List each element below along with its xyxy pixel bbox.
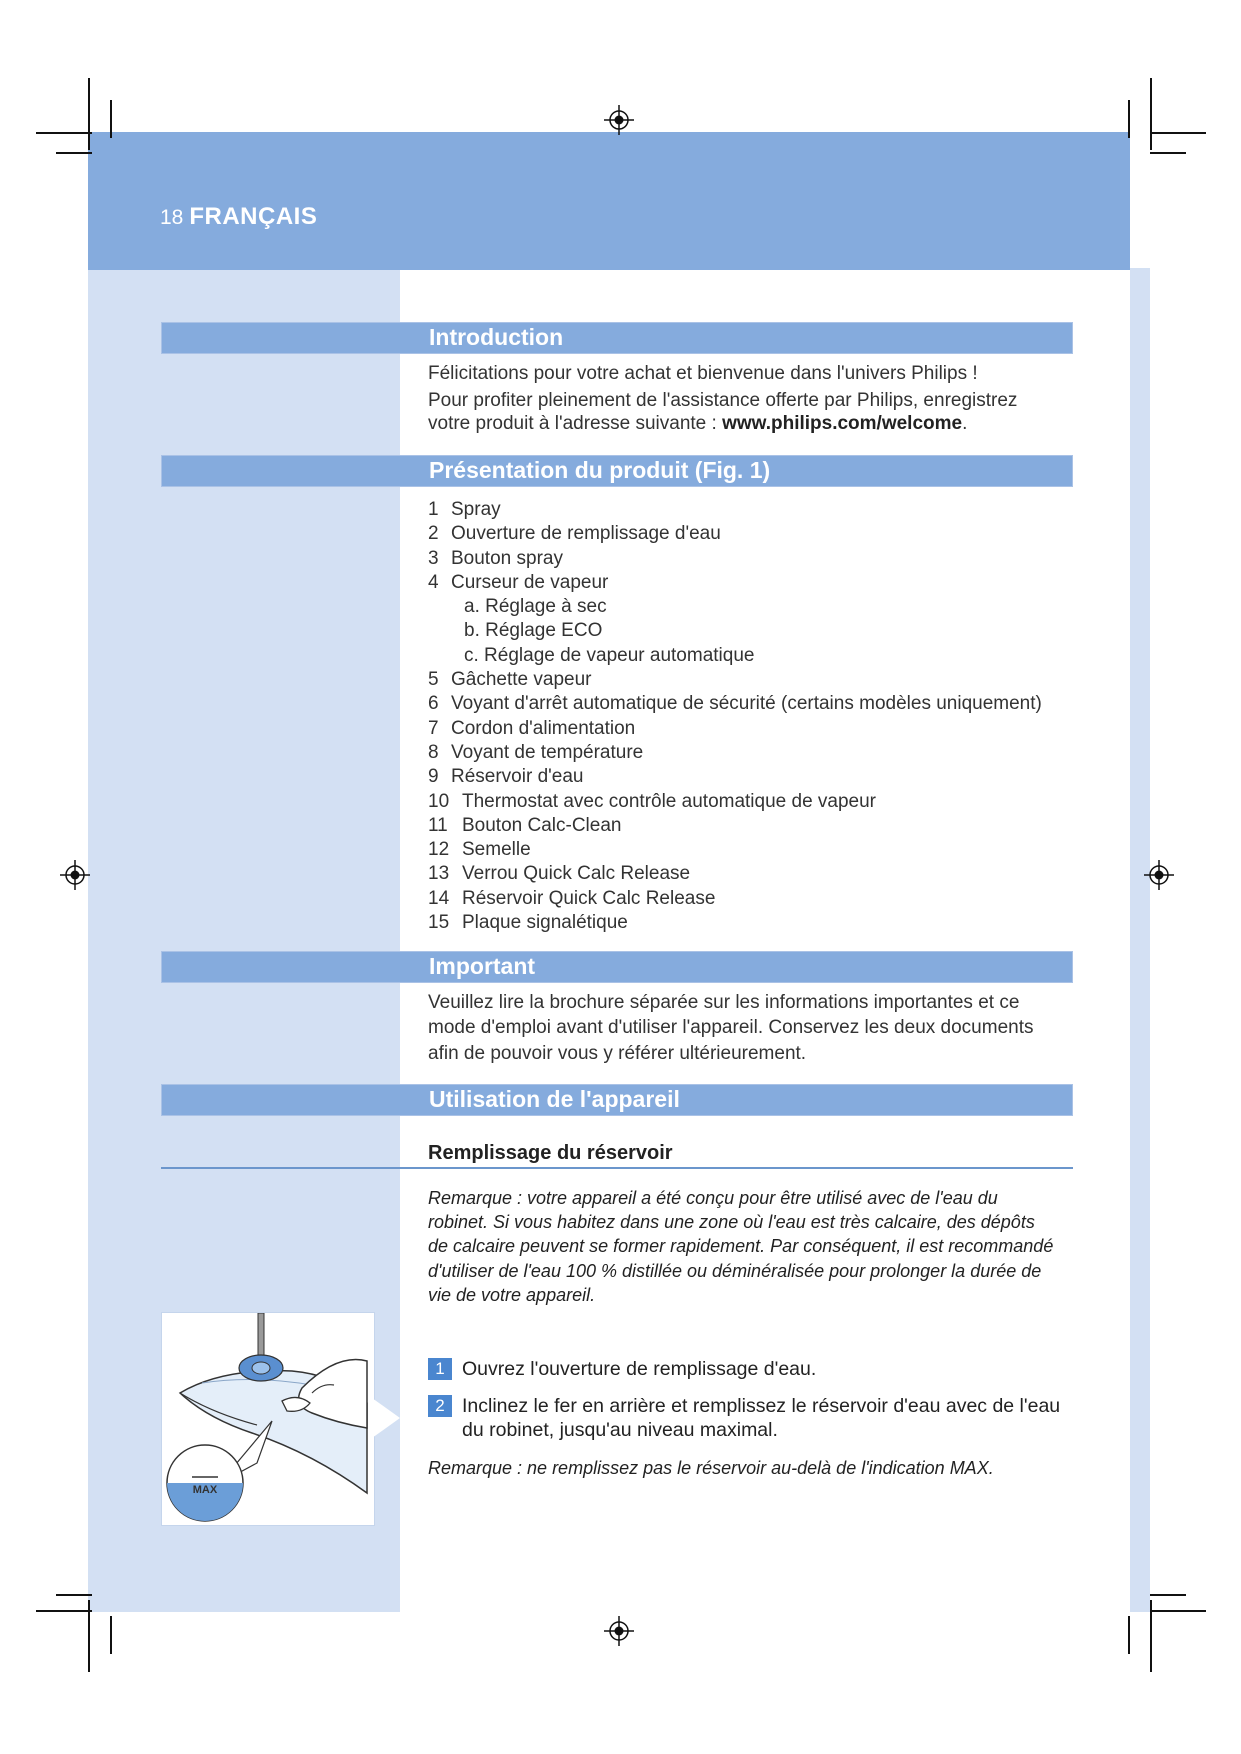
- list-item: [428, 790, 1042, 814]
- crop-mark: [110, 100, 112, 138]
- list-item: [428, 862, 1042, 886]
- section-bar-introduction: [161, 322, 1073, 354]
- section-title: Utilisation de l'appareil: [429, 1086, 680, 1112]
- crop-mark: [1150, 1610, 1206, 1612]
- section-title: Important: [429, 953, 536, 979]
- header-band: [88, 132, 1130, 270]
- language-label: FRANÇAIS: [189, 203, 318, 230]
- list-item-label: Gâchette vapeur: [451, 669, 592, 691]
- welcome-url-link[interactable]: www.philips.com/welcome: [722, 413, 963, 434]
- list-item-label: Plaque signalétique: [462, 912, 628, 934]
- product-parts-list: [428, 498, 1042, 935]
- crop-mark: [36, 1610, 92, 1612]
- list-item-label: Curseur de vapeur: [451, 571, 609, 593]
- subsection-title: Remplissage du réservoir: [428, 1142, 673, 1164]
- crop-mark: [1150, 1594, 1186, 1596]
- note-line: vie de votre appareil.: [428, 1285, 596, 1305]
- list-item-label: Semelle: [462, 839, 531, 861]
- crop-mark: [110, 1616, 112, 1654]
- important-line: afin de pouvoir vous y référer ultérieurement.: [428, 1043, 807, 1064]
- list-item-number: 4: [428, 571, 439, 593]
- list-item: [428, 619, 1042, 643]
- list-item: [428, 717, 1042, 741]
- note-line: robinet. Si vous habitez dans une zone où l'eau est très calcaire, des dépôts: [428, 1212, 1035, 1232]
- page-number: 18: [160, 206, 184, 229]
- crop-mark: [1150, 152, 1186, 154]
- crop-mark: [1150, 78, 1152, 150]
- list-item: [428, 522, 1042, 546]
- figure-max-label: MAX: [192, 1484, 218, 1496]
- list-item-number: 13: [428, 863, 450, 885]
- crop-mark: [1128, 1616, 1130, 1654]
- list-item: [428, 498, 1042, 522]
- list-item: [428, 547, 1042, 571]
- list-item-label: Réservoir d'eau: [451, 766, 584, 788]
- list-item: [428, 911, 1042, 935]
- section-bar-usage: [161, 1084, 1073, 1116]
- crop-mark: [1150, 132, 1206, 134]
- list-item-number: 10: [428, 790, 450, 812]
- note-line: de calcaire peuvent se former rapidement. Par conséquent, il est recommandé: [428, 1236, 1054, 1256]
- list-item-label: c. Réglage de vapeur automatique: [464, 644, 755, 666]
- registration-mark-icon: [604, 105, 634, 135]
- registration-mark-icon: [604, 1616, 634, 1646]
- list-item-number: 1: [428, 499, 439, 520]
- note-max: Remarque : ne remplissez pas le réservoir au-delà de l'indication MAX.: [428, 1458, 994, 1478]
- list-item: [428, 644, 1042, 668]
- list-item-number: 5: [428, 669, 439, 691]
- list-item: [428, 814, 1042, 838]
- list-item-label: Bouton spray: [451, 547, 563, 569]
- note-line: Remarque : votre appareil a été conçu pour être utilisé avec de l'eau du: [428, 1188, 998, 1208]
- list-item-number: 7: [428, 717, 439, 739]
- crop-mark: [88, 78, 90, 150]
- registration-mark-icon: [1144, 860, 1174, 890]
- list-item-label: b. Réglage ECO: [464, 620, 603, 642]
- figure-pointer-icon: [372, 1398, 400, 1438]
- step-number-badge: 1: [428, 1358, 452, 1380]
- step-text: du robinet, jusqu'au niveau maximal.: [462, 1419, 778, 1441]
- step-number-badge: 2: [428, 1395, 452, 1417]
- crop-mark: [1128, 100, 1130, 138]
- list-item-label: Bouton Calc-Clean: [462, 814, 622, 836]
- step-text: Ouvrez l'ouverture de remplissage d'eau.: [462, 1358, 817, 1380]
- step-text: Inclinez le fer en arrière et remplissez le réservoir d'eau avec de l'eau: [462, 1395, 1061, 1417]
- page-title: [160, 203, 317, 231]
- list-item-label: Voyant de température: [451, 741, 644, 763]
- section-bar-presentation: [161, 455, 1073, 487]
- list-item-label: Thermostat avec contrôle automatique de vapeur: [462, 790, 877, 812]
- crop-mark: [56, 1594, 92, 1596]
- list-item-number: 6: [428, 693, 439, 715]
- list-item: [428, 741, 1042, 765]
- list-item-label: Verrou Quick Calc Release: [462, 863, 691, 885]
- list-item-number: 11: [428, 814, 448, 836]
- crop-mark: [36, 132, 92, 134]
- important-line: mode d'emploi avant d'utiliser l'appareil. Conservez les deux documents: [428, 1017, 1034, 1038]
- list-item: [428, 571, 1042, 595]
- section-bar-important: [161, 951, 1073, 983]
- section-title: Introduction: [429, 324, 564, 350]
- note-line: d'utiliser de l'eau 100 % distillée ou déminéralisée pour prolonger la durée de: [428, 1261, 1042, 1281]
- list-item-number: 9: [428, 766, 439, 788]
- list-item-label: a. Réglage à sec: [464, 596, 607, 618]
- subsection-divider: [161, 1167, 1073, 1169]
- right-margin-strip: [1130, 268, 1150, 1612]
- important-line: Veuillez lire la brochure séparée sur les informations importantes et ce: [428, 992, 1020, 1013]
- list-item: [428, 887, 1042, 911]
- crop-mark: [56, 152, 92, 154]
- list-item-label: Voyant d'arrêt automatique de sécurité (certains modèles uniquement): [451, 693, 1042, 715]
- list-item-number: 15: [428, 912, 450, 934]
- registration-mark-icon: [60, 860, 90, 890]
- list-item-number: 14: [428, 887, 450, 909]
- list-item: [428, 692, 1042, 716]
- list-item: [428, 765, 1042, 789]
- list-item-number: 8: [428, 741, 439, 763]
- section-title: Présentation du produit (Fig. 1): [429, 457, 771, 483]
- list-item-label: Spray: [451, 499, 501, 520]
- intro-line: Pour profiter pleinement de l'assistance offerte par Philips, enregistrez: [428, 390, 1018, 411]
- list-item-number: 12: [428, 839, 450, 861]
- iron-filling-illustration: [161, 1312, 375, 1526]
- list-item: [428, 838, 1042, 862]
- list-item-label: Réservoir Quick Calc Release: [462, 887, 716, 909]
- list-item-label: Ouverture de remplissage d'eau: [451, 523, 721, 545]
- intro-line: votre produit à l'adresse suivante : www.philips.com/welcome.: [428, 413, 968, 434]
- list-item-label: Cordon d'alimentation: [451, 717, 636, 739]
- intro-line: Félicitations pour votre achat et bienvenue dans l'univers Philips !: [428, 363, 978, 384]
- list-item-number: 3: [428, 547, 439, 569]
- list-item: [428, 595, 1042, 619]
- list-item-number: 2: [428, 523, 439, 545]
- list-item: [428, 668, 1042, 692]
